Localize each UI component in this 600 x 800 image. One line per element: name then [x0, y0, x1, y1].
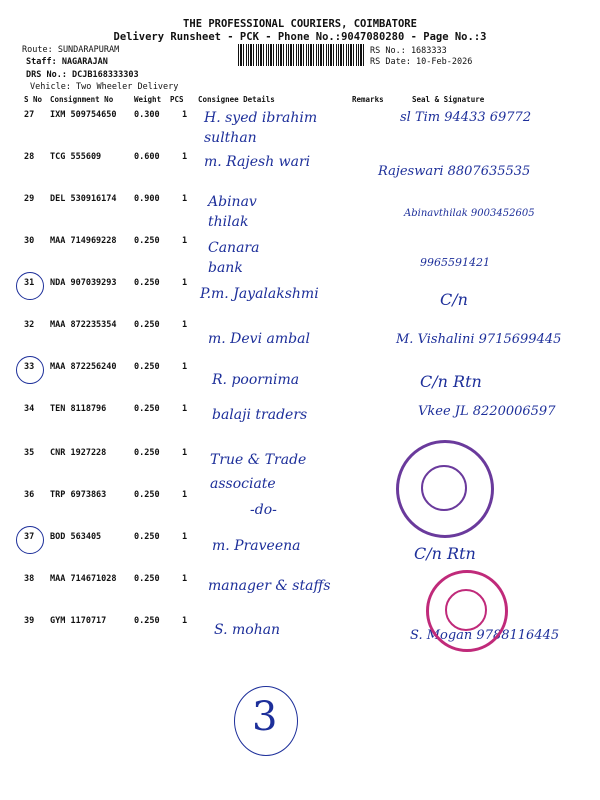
row-pcs: 1	[182, 194, 188, 204]
row-sno: 36	[24, 490, 35, 500]
row-weight: 0.250	[134, 490, 160, 500]
circle-mark	[16, 356, 44, 384]
row-consignment: MAA 714969228	[50, 236, 117, 246]
handwritten-consignee: m. Devi ambal	[208, 331, 310, 347]
handwritten-signature: M. Vishalini 9715699445	[396, 332, 562, 347]
row-weight: 0.250	[134, 448, 160, 458]
handwritten-signature: C/n Rtn	[414, 544, 476, 563]
row-consignment: TRP 6973863	[50, 490, 107, 500]
handwritten-consignee: R. poornima	[212, 372, 300, 388]
table-row	[22, 356, 582, 398]
handwritten-signature: sl Tim 94433 69772	[400, 110, 532, 125]
row-weight: 0.600	[134, 152, 160, 162]
circle-mark	[16, 526, 44, 554]
row-consignment: CNR 1927228	[50, 448, 107, 458]
handwritten-signature: C/n Rtn	[420, 372, 482, 391]
row-weight: 0.250	[134, 236, 160, 246]
row-consignment: TCG 555609	[50, 152, 102, 162]
handwritten-signature: C/n	[440, 290, 468, 309]
row-sno: 35	[24, 448, 35, 458]
col-weight: Weight	[134, 95, 162, 104]
handwritten-consignee: m. Rajesh wari	[204, 154, 311, 170]
header-title: THE PROFESSIONAL COURIERS, COIMBATORE	[183, 18, 417, 30]
table-row	[22, 230, 582, 272]
row-sno: 38	[24, 574, 35, 584]
handwritten-consignee: H. syed ibrahim sulthan	[204, 110, 318, 146]
meta-rs-no: RS No.: 1683333	[370, 46, 447, 56]
row-sno: 30	[24, 236, 35, 246]
row-sno: 33	[24, 362, 35, 372]
row-sno: 31	[24, 278, 35, 288]
col-consignment: Consignment No	[50, 95, 114, 104]
col-seal: Seal & Signature	[412, 95, 485, 104]
row-pcs: 1	[182, 532, 188, 542]
row-weight: 0.250	[134, 574, 160, 584]
row-sno: 37	[24, 532, 35, 542]
handwritten-signature: 9965591421	[420, 256, 490, 269]
row-pcs: 1	[182, 236, 188, 246]
row-consignment: BOD 563405	[50, 532, 102, 542]
handwritten-consignee: Abinav thilak	[208, 194, 257, 230]
row-pcs: 1	[182, 110, 188, 120]
page-mark: 3	[252, 694, 278, 740]
row-sno: 29	[24, 194, 35, 204]
handwritten-signature: Abinavthilak 9003452605	[404, 208, 535, 219]
company-stamp	[396, 440, 494, 538]
row-pcs: 1	[182, 152, 188, 162]
bank-stamp	[426, 570, 508, 652]
table-row	[22, 526, 582, 568]
row-weight: 0.250	[134, 362, 160, 372]
meta-staff: Staff: NAGARAJAN	[26, 57, 108, 67]
handwritten-signature: Rajeswari 8807635535	[378, 164, 531, 179]
row-pcs: 1	[182, 320, 188, 330]
row-sno: 28	[24, 152, 35, 162]
circle-mark	[16, 272, 44, 300]
handwritten-consignee: balaji traders	[212, 407, 308, 423]
meta-rs-date: RS Date: 10-Feb-2026	[370, 57, 473, 67]
handwritten-consignee: True & Trade associate	[210, 452, 307, 492]
row-consignment: DEL 530916174	[50, 194, 117, 204]
handwritten-consignee: P.m. Jayalakshmi	[200, 286, 319, 302]
meta-route: Route: SUNDARAPURAM	[22, 45, 120, 55]
col-remarks: Remarks	[352, 95, 384, 104]
col-consignee: Consignee Details	[198, 95, 275, 104]
col-pcs: PCS	[170, 95, 184, 104]
row-sno: 32	[24, 320, 35, 330]
row-weight: 0.250	[134, 320, 160, 330]
handwritten-consignee: Canara bank	[208, 240, 260, 276]
row-consignment: GYM 1170717	[50, 616, 107, 626]
col-sno: S No	[24, 95, 43, 104]
row-consignment: MAA 872235354	[50, 320, 117, 330]
row-pcs: 1	[182, 448, 188, 458]
header-subtitle: Delivery Runsheet - PCK - Phone No.:9047080280 - Page No.:3	[113, 31, 487, 43]
row-sno: 39	[24, 616, 35, 626]
row-pcs: 1	[182, 616, 188, 626]
handwritten-signature: S. Mogan 9788116445	[410, 628, 560, 643]
handwritten-consignee: -do-	[250, 502, 277, 518]
handwritten-consignee: S. mohan	[214, 622, 281, 638]
row-weight: 0.250	[134, 404, 160, 414]
row-consignment: MAA 714671028	[50, 574, 117, 584]
row-pcs: 1	[182, 362, 188, 372]
handwritten-signature: Vkee JL 8220006597	[418, 404, 556, 419]
row-sno: 34	[24, 404, 35, 414]
row-consignment: TEN 8118796	[50, 404, 107, 414]
row-weight: 0.250	[134, 278, 160, 288]
handwritten-consignee: m. Praveena	[212, 538, 301, 554]
row-consignment: IXM 509754650	[50, 110, 117, 120]
row-consignment: MAA 872256240	[50, 362, 117, 372]
row-weight: 0.300	[134, 110, 160, 120]
row-pcs: 1	[182, 278, 188, 288]
meta-vehicle: Vehicle: Two Wheeler Delivery	[30, 82, 179, 92]
row-weight: 0.250	[134, 616, 160, 626]
barcode	[238, 44, 364, 66]
handwritten-consignee: manager & staffs	[208, 578, 331, 594]
meta-drs: DRS No.: DCJB168333303	[26, 70, 139, 80]
row-weight: 0.900	[134, 194, 160, 204]
row-pcs: 1	[182, 574, 188, 584]
row-pcs: 1	[182, 490, 188, 500]
row-weight: 0.250	[134, 532, 160, 542]
row-pcs: 1	[182, 404, 188, 414]
row-sno: 27	[24, 110, 35, 120]
row-consignment: NDA 907039293	[50, 278, 117, 288]
